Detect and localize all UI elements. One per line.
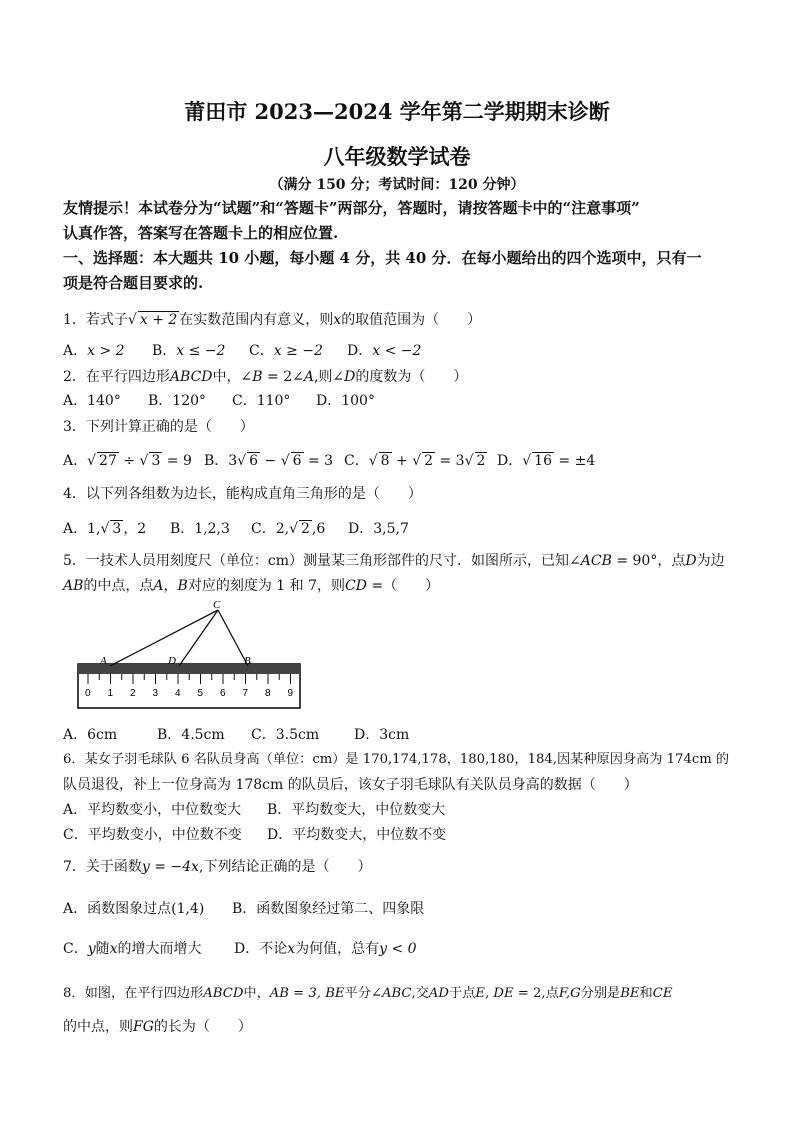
q8-abcd: ABCD xyxy=(203,986,244,1001)
q6-option-d: D．平均数变大，中位数不变 xyxy=(267,827,447,843)
q4-option-c xyxy=(251,518,325,538)
q8-l1g: 分别是 xyxy=(580,986,621,1001)
q7-function: y = −4x xyxy=(141,859,199,875)
q3-d-label: D． xyxy=(497,453,523,469)
ruler-tick-label: 7 xyxy=(242,688,249,699)
q3-a-label: A． xyxy=(63,453,88,469)
q2-option-b: B．120° xyxy=(148,393,207,409)
segment-cd xyxy=(179,610,218,666)
q5-option-b: B．4.5cm xyxy=(157,727,225,743)
q1-b-value: x ≤ −2 xyxy=(176,343,226,359)
q4-a-end: ，2 xyxy=(123,521,147,537)
q3-c-radicand-1: 8 xyxy=(380,453,390,469)
q6-option-b: B．平均数变大，中位数变大 xyxy=(267,802,446,818)
q8-fg: F,G xyxy=(558,986,581,1001)
q3-c-label: C． xyxy=(344,453,369,469)
q3-b-radicand-1: 6 xyxy=(249,453,259,469)
q8-l2b: 的长为（ ） xyxy=(153,1019,252,1035)
q3-a-result: = 9 xyxy=(162,453,192,469)
q5-l2c: 对应的刻度为 1 和 7，则 xyxy=(187,578,345,594)
q2-b: B xyxy=(252,369,263,385)
q4-c-end: ,6 xyxy=(311,521,326,537)
q5-line-1 xyxy=(63,550,725,570)
q8-line-1 xyxy=(63,982,672,1001)
q7-stem xyxy=(63,856,371,876)
q1-stem xyxy=(63,309,481,329)
q8-l1d: ,交 xyxy=(411,986,429,1001)
ruler-tick-label: 1 xyxy=(107,688,114,699)
label-d: D xyxy=(168,655,176,667)
q2-d: D xyxy=(344,369,356,385)
q5-cd: CD xyxy=(345,578,367,594)
q4-c-radicand: 2 xyxy=(301,521,310,537)
q1-a-value: x > 2 xyxy=(87,343,125,359)
q5-l2a: 的中点，点 xyxy=(83,578,154,594)
q2-option-d: D．100° xyxy=(316,393,375,409)
radical-sign: √ xyxy=(522,453,532,469)
q2-stem-a: 2．在平行四边形 xyxy=(63,369,170,385)
label-b: B xyxy=(244,655,251,667)
q1-option-b xyxy=(152,340,225,360)
q3-d-radicand: 16 xyxy=(534,453,552,469)
q7-d-label: D．不论 xyxy=(234,941,288,957)
radical-sign: √ xyxy=(368,453,378,469)
q5-l2d: =（ ） xyxy=(366,578,440,594)
q2-eq: = 2∠ xyxy=(262,369,304,385)
q5-l1c: 为边 xyxy=(696,553,725,569)
segment-ac xyxy=(110,610,218,666)
notice-line-2: 认真作答，答案写在答题卡上的相应位置. xyxy=(63,224,339,242)
q8-abc: ABC xyxy=(381,986,412,1001)
q7-c-c: 的增大而增大 xyxy=(117,941,202,957)
ruler-tick-label: 9 xyxy=(287,688,294,699)
q8-l1f: = 2,点 xyxy=(513,986,559,1001)
q3-b-result: = 3 xyxy=(303,453,334,469)
label-c: C xyxy=(213,599,221,611)
q3-option-d xyxy=(497,450,595,470)
q7-option-b: B．函数图象经过第二、四象限 xyxy=(232,901,425,917)
q1-a-label: A． xyxy=(63,343,88,359)
q7-d-b: 为何值，总有 xyxy=(295,941,380,957)
q7-stem-b: ,下列结论正确的是（ ） xyxy=(199,859,372,875)
q1-option-d xyxy=(347,340,421,360)
q5-a: A xyxy=(153,578,164,594)
label-a: A xyxy=(100,655,107,667)
q3-a-radicand-1: 27 xyxy=(99,453,117,469)
radical-sign: √ xyxy=(237,453,247,469)
q8-be: BE xyxy=(620,986,640,1001)
q4-c-label: C．2, xyxy=(251,521,290,537)
q2-a: A xyxy=(303,369,314,385)
q5-l2b: ， xyxy=(163,578,178,594)
q1-stem-a: 1．若式子 xyxy=(63,312,128,328)
q5-ab: AB xyxy=(63,578,84,594)
q2-stem-c: ,则∠ xyxy=(313,369,345,385)
q2-stem-b: 中，∠ xyxy=(212,369,253,385)
radical-sign: √ xyxy=(100,521,110,537)
exam-subtitle: 八年级数学试卷 xyxy=(323,144,471,169)
q8-l1a: 8．如图，在平行四边形 xyxy=(63,986,204,1001)
q1-option-a xyxy=(63,340,125,360)
q3-c-result: = 3 xyxy=(435,453,465,469)
q5-option-d: D．3cm xyxy=(354,727,410,743)
ruler-tick-label: 8 xyxy=(265,688,271,699)
q7-c-x: x xyxy=(109,941,118,957)
q3-stem: 3．下列计算正确的是（ ） xyxy=(63,419,254,435)
q7-option-d xyxy=(234,938,417,958)
radical-sign: √ xyxy=(289,521,298,537)
q3-b-label: B．3 xyxy=(204,453,238,469)
radical-sign: √ xyxy=(127,312,137,328)
q4-option-d: D．3,5,7 xyxy=(348,521,409,537)
q6-option-c: C．平均数变小，中位数不变 xyxy=(63,827,242,843)
q8-ce: CE xyxy=(652,986,673,1001)
q7-c-label: C． xyxy=(63,941,88,957)
ruler-tick-label: 3 xyxy=(152,688,159,699)
q1-stem-c: 的取值范围为（ ） xyxy=(341,312,482,328)
q8-l1c: 平分∠ xyxy=(344,986,382,1001)
q4-option-a xyxy=(63,518,146,538)
radical-sign: √ xyxy=(280,453,290,469)
ruler-tick-label: 4 xyxy=(175,688,181,699)
q4-a-radicand: 3 xyxy=(112,521,122,537)
ruler-triangle-figure xyxy=(70,598,310,713)
q8-l1h: 和 xyxy=(639,986,653,1001)
q5-d: D xyxy=(685,553,697,569)
q3-option-a xyxy=(63,450,192,470)
q5-acb: ACB xyxy=(580,553,612,569)
q7-d-expr: y < 0 xyxy=(379,941,417,957)
q3-a-op: ÷ xyxy=(118,453,140,469)
exam-title: 莆田市 2023—2024 学年第二学期期末诊断 xyxy=(184,99,610,124)
ruler-tick-label: 0 xyxy=(85,688,91,699)
radical-sign: √ xyxy=(87,453,97,469)
q1-b-label: B． xyxy=(152,343,177,359)
q3-b-op: − xyxy=(260,453,281,469)
q1-d-value: x < −2 xyxy=(372,343,422,359)
notice-line-1: 友情提示！本试卷分为“试题”和“答题卡”两部分，答题时，请按答题卡中的“注意事项” xyxy=(63,199,640,217)
q8-e: E, DE xyxy=(475,986,514,1001)
ruler-tick-label: 6 xyxy=(220,688,226,699)
q3-c-radicand-3: 2 xyxy=(476,453,486,469)
radical-sign: √ xyxy=(139,453,149,469)
q8-ab3: AB = 3, BE xyxy=(269,986,345,1001)
q2-option-c: C．110° xyxy=(232,393,291,409)
ruler-tick-label: 2 xyxy=(130,688,136,699)
q8-l1b: 中， xyxy=(243,986,270,1001)
q8-line-2 xyxy=(63,1016,252,1036)
q5-l1a: 5．一技术人员用刻度尺（单位：cm）测量某三角形部件的尺寸．如图所示，已知∠ xyxy=(63,553,581,569)
radical-sign: √ xyxy=(412,453,422,469)
q3-c-radicand-2: 2 xyxy=(424,453,434,469)
q8-l2a: 的中点，则 xyxy=(63,1019,133,1035)
q1-c-value: x ≥ −2 xyxy=(273,343,323,359)
q7-c-b: 随 xyxy=(95,941,110,957)
section1-line-1: 一、选择题：本大题共 10 小题，每小题 4 分，共 40 分．在每小题给出的四个选项中，只有一 xyxy=(63,249,702,267)
q1-stem-b: 在实数范围内有意义，则 xyxy=(179,312,334,328)
q3-option-b xyxy=(204,450,333,470)
q7-c-y: y xyxy=(87,941,96,957)
q5-option-c: C．3.5cm xyxy=(251,727,320,743)
q1-option-c xyxy=(249,340,323,360)
q2-option-a: A．140° xyxy=(63,393,121,409)
q2-abcd: ABCD xyxy=(169,369,213,385)
q5-option-a: A．6cm xyxy=(63,727,118,743)
exam-meta: （满分 150 分；考试时间：120 分钟） xyxy=(269,177,525,193)
q3-a-radicand-2: 3 xyxy=(151,453,161,469)
q2-stem xyxy=(63,366,467,386)
q2-stem-d: 的度数为（ ） xyxy=(355,369,468,385)
ruler-tick-label: 5 xyxy=(197,688,204,699)
q1-d-label: D． xyxy=(347,343,373,359)
q8-l1e: 于点 xyxy=(449,986,476,1001)
q4-a-label: A．1, xyxy=(63,521,101,537)
q6-line-2: 队员退役，补上一位身高为 178cm 的队员后，该女子羽毛球队有关队员身高的数据（ ） xyxy=(63,777,638,793)
q3-option-c xyxy=(344,450,487,470)
q3-b-radicand-2: 6 xyxy=(292,453,302,469)
q8-ad: AD xyxy=(428,986,450,1001)
q7-option-a: A．函数图象过点(1,4) xyxy=(63,901,205,917)
q3-d-result: = ±4 xyxy=(553,453,596,469)
q6-line-1: 6．某女子羽毛球队 6 名队员身高（单位：cm）是 170,174,178，180,180，184,因某种原因身高为 174cm 的 xyxy=(63,752,730,767)
q3-c-op: + xyxy=(391,453,413,469)
q8-fg2: FG xyxy=(133,1019,154,1035)
q4-option-b: B．1,2,3 xyxy=(170,521,230,537)
q7-stem-a: 7．关于函数 xyxy=(63,859,142,875)
q1-var: x xyxy=(333,312,342,328)
radical-sign: √ xyxy=(464,453,474,469)
q7-option-c xyxy=(63,938,202,958)
q1-c-label: C． xyxy=(249,343,274,359)
q5-l1b: = 90°，点 xyxy=(611,553,686,569)
q5-b: B xyxy=(177,578,188,594)
q7-d-x: x xyxy=(287,941,296,957)
q5-line-2 xyxy=(63,575,439,595)
section1-line-2: 项是符合题目要求的. xyxy=(63,274,204,292)
q4-stem: 4．以下列各组数为边长，能构成直角三角形的是（ ） xyxy=(63,486,422,502)
q1-radicand: x + 2 xyxy=(139,312,178,328)
q6-option-a: A．平均数变小，中位数变大 xyxy=(63,802,242,818)
